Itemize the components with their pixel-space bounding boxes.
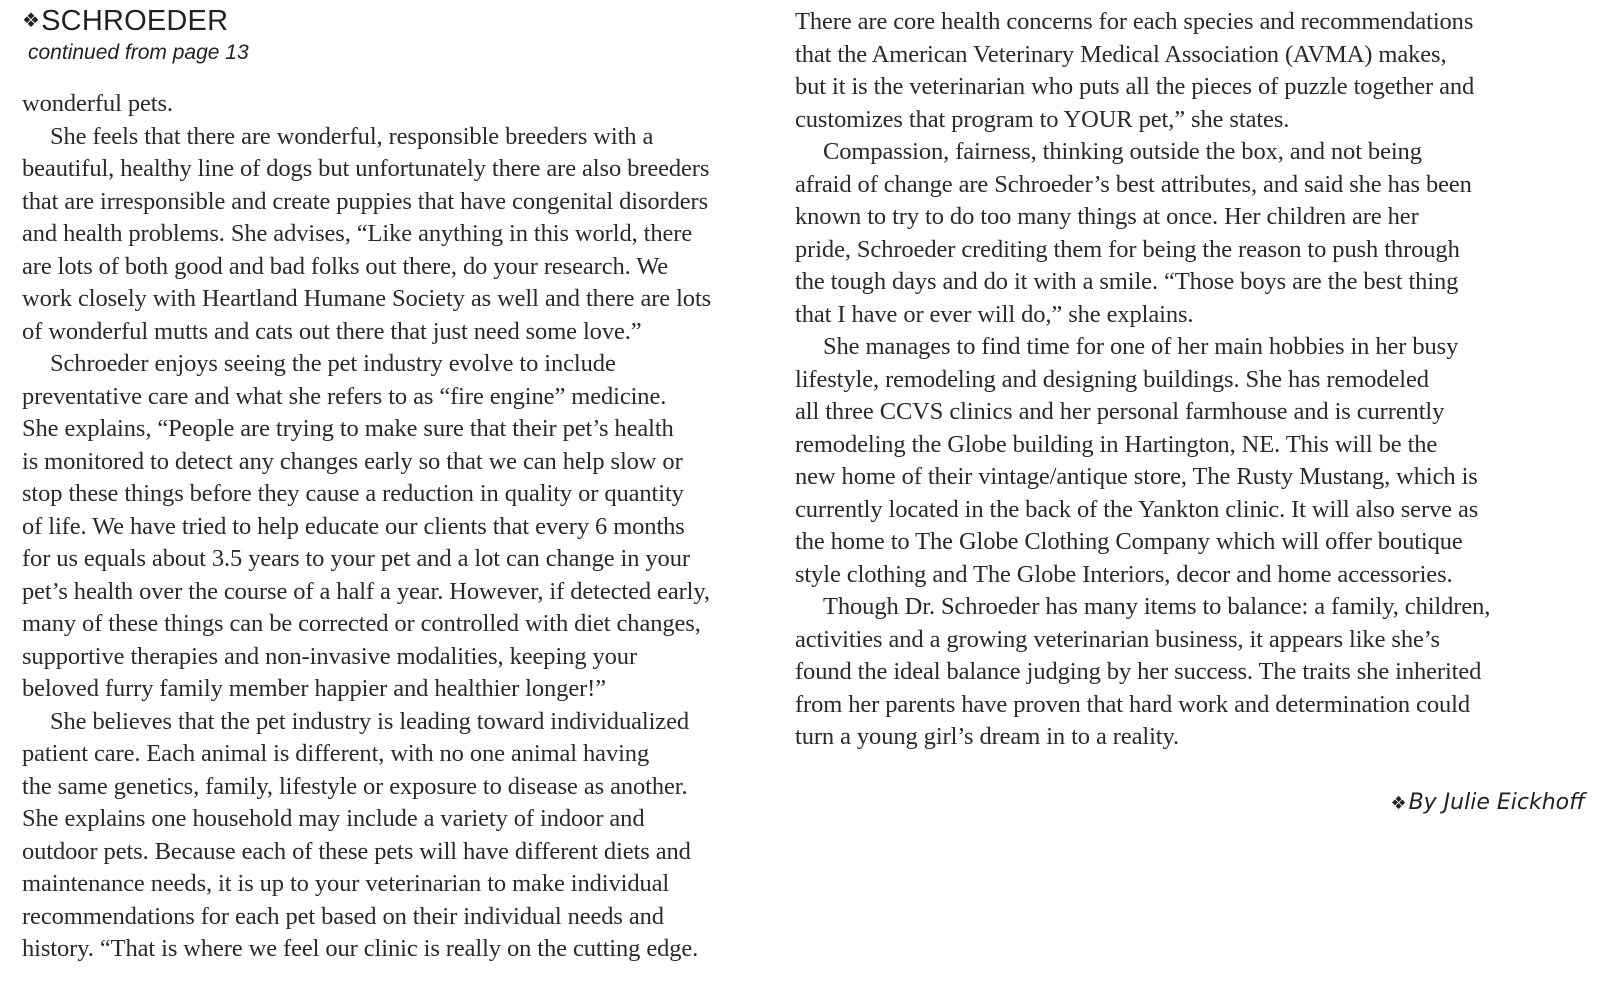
text-line: the tough days and do it with a smile. “Those boys are the best thing — [795, 268, 1459, 295]
text-line: Though Dr. Schroeder has many items to balance: a family, children, — [823, 593, 1491, 620]
text-line: remodeling the Globe building in Hartington, NE. This will be the — [795, 430, 1438, 458]
text-line: style clothing and The Globe Interiors, decor and home accessories. — [795, 560, 1453, 588]
text-line: pride, Schroeder crediting them for being the reason to push through — [795, 235, 1460, 263]
text-line: She explains one household may include a variety of indoor and — [22, 805, 645, 832]
text-line: beautiful, healthy line of dogs but unfortunately there are also breeders — [22, 155, 710, 182]
text-line: are lots of both good and bad folks out there, do your research. We — [22, 252, 669, 280]
text-line: all three CCVS clinics and her personal farmhouse and is currently — [795, 398, 1445, 425]
text-line: and health problems. She advises, “Like anything in this world, there — [22, 220, 693, 247]
text-line: She feels that there are wonderful, responsible breeders with a — [50, 122, 654, 150]
left-column-body — [22, 88, 711, 966]
text-line: many of these things can be corrected or controlled with diet changes, — [22, 610, 701, 637]
diamond-ornament-icon: ❖ — [22, 8, 41, 32]
text-line: new home of their vintage/antique store, The Rusty Mustang, which is — [795, 463, 1478, 490]
text-line: currently located in the back of the Yankton clinic. It will also serve as — [795, 495, 1479, 523]
right-column-body — [795, 6, 1490, 754]
diamond-ornament-icon: ❖ — [1390, 793, 1407, 814]
text-line: wonderful pets. — [22, 90, 173, 117]
text-line: the same genetics, family, lifestyle or exposure to disease as another. — [22, 772, 688, 800]
title-text: SCHROEDER — [41, 5, 229, 37]
byline-text: By Julie Eickhoff — [1408, 790, 1585, 815]
text-line: stop these things before they cause a reduction in quality or quantity — [22, 480, 684, 507]
text-line: beloved furry family member happier and healthier longer!” — [22, 675, 606, 702]
text-line: that I have or ever will do,” she explains. — [795, 300, 1194, 328]
author-byline — [1390, 788, 1585, 819]
text-line: She believes that the pet industry is leading toward individualized — [50, 707, 689, 735]
article-header — [22, 0, 782, 92]
text-line: maintenance needs, it is up to your veterinarian to make individual — [22, 870, 670, 897]
continued-from-note: continued from page 13 — [28, 41, 249, 64]
text-line: customizes that program to YOUR pet,” she states. — [795, 105, 1290, 133]
text-line: the home to The Globe Clothing Company which will offer boutique — [795, 528, 1463, 555]
text-line: Compassion, fairness, thinking outside the box, and not being — [823, 138, 1422, 165]
text-line: work closely with Heartland Humane Society as well and there are lots — [22, 285, 712, 312]
text-line: known to try to do too many things at once. Her children are her — [795, 203, 1419, 230]
text-line: turn a young girl’s dream in to a reality. — [795, 723, 1180, 750]
text-line: afraid of change are Schroeder’s best attributes, and said she has been — [795, 170, 1472, 198]
left-column — [22, 0, 782, 962]
text-line: from her parents have proven that hard work and determination could — [795, 690, 1470, 718]
text-line: She explains, “People are trying to make sure that their pet’s health — [22, 415, 674, 442]
text-line: for us equals about 3.5 years to your pet and a lot can change in your — [22, 545, 690, 572]
text-line: activities and a growing veterinarian business, it appears like she’s — [795, 625, 1440, 653]
text-line: Schroeder enjoys seeing the pet industry evolve to include — [50, 350, 616, 377]
text-line: found the ideal balance judging by her success. The traits she inherited — [795, 658, 1482, 685]
text-line: but it is the veterinarian who puts all the pieces of puzzle together and — [795, 73, 1475, 100]
text-line: supportive therapies and non-invasive modalities, keeping your — [22, 642, 637, 670]
text-line: recommendations for each pet based on their individual needs and — [22, 902, 664, 930]
text-line: of wonderful mutts and cats out there that just need some love.” — [22, 317, 642, 345]
text-line: outdoor pets. Because each of these pets will have different diets and — [22, 837, 691, 865]
text-line: pet’s health over the course of a half a year. However, if detected early, — [22, 577, 710, 605]
text-line: history. “That is where we feel our clinic is really on the cutting edge. — [22, 935, 699, 962]
text-line: patient care. Each animal is different, with no one animal having — [22, 740, 650, 767]
text-line: that the American Veterinary Medical Association (AVMA) makes, — [795, 40, 1447, 68]
article-title — [22, 4, 228, 40]
text-line: lifestyle, remodeling and designing buildings. She has remodeled — [795, 365, 1429, 393]
text-line: preventative care and what she refers to as “fire engine” medicine. — [22, 382, 667, 410]
text-line: that are irresponsible and create puppies that have congenital disorders — [22, 187, 709, 215]
text-line: is monitored to detect any changes early so that we can help slow or — [22, 447, 683, 475]
text-line: She manages to find time for one of her main hobbies in her busy — [823, 333, 1459, 360]
text-line: of life. We have tried to help educate our clients that every 6 months — [22, 512, 685, 540]
text-line: There are core health concerns for each species and recommendations — [795, 8, 1474, 35]
